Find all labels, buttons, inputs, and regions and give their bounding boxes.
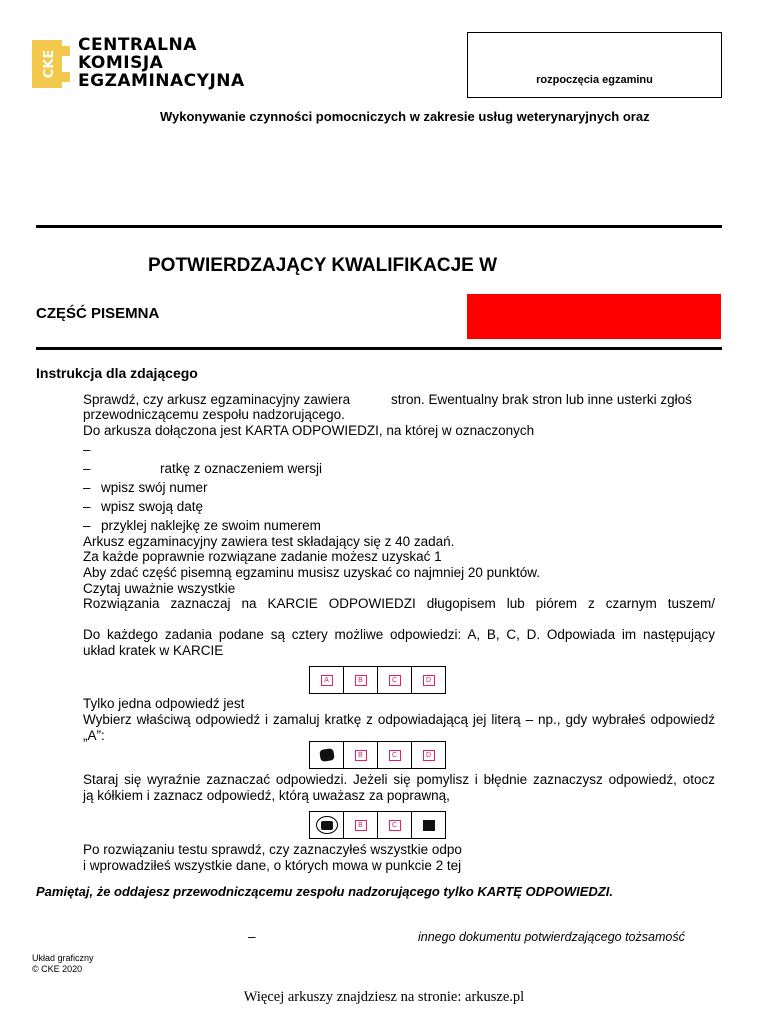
instr-p2: Do arkusza dołączona jest KARTA ODPOWIEDZI, na której w oznaczonych — [83, 423, 535, 438]
layout-label: Układ graficzny — [32, 953, 94, 963]
code-box-label: rozpoczęcia egzaminu — [536, 74, 653, 86]
logo-line-3: EGZAMINACYJNA — [78, 71, 245, 91]
answer-box-b: B — [355, 820, 367, 831]
dash-item-5: przyklej naklejkę ze swoim numerem — [101, 518, 321, 533]
instr-p1-line2: przewodniczącemu zespołu nadzorującego. — [83, 407, 345, 422]
middle-divider — [36, 347, 722, 350]
answer-grid-empty — [309, 666, 446, 694]
cke-logo-text — [78, 36, 245, 90]
instr-p11-line2: ją kółkiem i zaznacz odpowiedź, którą uważasz za poprawną, — [83, 788, 450, 803]
grid2-cell-c — [378, 742, 412, 768]
main-title: POTWIERDZAJĄCY KWALIFIKACJE W — [148, 255, 498, 276]
instr-p11-line1: Staraj się wyraźnie zaznaczać odpowiedzi. Jeżeli się pomylisz i błędnie zaznaczysz odpowiedź, otocz — [83, 772, 715, 787]
instr-p8-line2: układ kratek w KARCIE — [83, 643, 224, 658]
answer-box-c: C — [389, 675, 401, 686]
instr-p1-b: stron. Ewentualny brak stron lub inne usterki zgłoś — [391, 392, 692, 407]
answer-box-c: C — [389, 750, 401, 761]
instr-p8-line1: Do każdego zadania podane są cztery możliwe odpowiedzi: A, B, C, D. Odpowiada im następujący — [83, 627, 715, 642]
instr-p9: Tylko jedna odpowiedź jest — [83, 696, 245, 711]
dash-2: – — [83, 461, 91, 476]
instr-p3: Arkusz egzaminacyjny zawiera test składający się z 40 zadań. — [83, 534, 455, 549]
answer-box-c: C — [389, 820, 401, 831]
subject-line: Wykonywanie czynności pomocniczych w zakresie usług weterynaryjnych oraz — [160, 109, 650, 124]
dash-5: – — [83, 518, 91, 533]
dash-item-2: ratkę z oznaczeniem wersji — [160, 461, 323, 476]
reminder-note: Pamiętaj, że oddajesz przewodniczącemu zespołu nadzorującego tylko KARTĘ ODPOWIEDZI. — [36, 884, 613, 899]
instr-p10-line2: „A”: — [83, 728, 105, 743]
more-sheets-link[interactable]: Więcej arkuszy znajdziesz na stronie: arkusze.pl — [243, 989, 525, 1005]
instr-p7: Rozwiązania zaznaczaj na KARCIE ODPOWIEDZI długopisem lub piórem z czarnym tuszem/ — [83, 596, 715, 611]
answer-box-a: A — [321, 675, 333, 686]
grid2-cell-b — [344, 742, 378, 768]
answer-box-b: B — [355, 750, 367, 761]
copyright: © CKE 2020 — [32, 964, 83, 974]
answer-box-d: D — [423, 675, 435, 686]
grid3-cell-b — [344, 812, 378, 838]
instr-p1-a: Sprawdź, czy arkusz egzaminacyjny zawiera — [83, 392, 351, 407]
id-document-note: innego dokumentu potwierdzającego tożsamość — [418, 930, 685, 944]
instr-p12-line1: Po rozwiązaniu testu sprawdź, czy zaznaczyłeś wszystkie odpo — [83, 842, 462, 857]
filled-mark-a — [319, 748, 335, 762]
grid1-cell-c — [378, 667, 412, 693]
instr-p4: Za każde poprawnie rozwiązane zadanie możesz uzyskać 1 — [83, 549, 442, 564]
dash-3: – — [83, 480, 91, 495]
dash-4: – — [83, 499, 91, 514]
circled-mark-a — [316, 816, 338, 834]
dash-item-3: wpisz swój numer — [101, 480, 208, 495]
instr-p5: Aby zdać część pisemną egzaminu musisz uzyskać co najmniej 20 punktów. — [83, 565, 540, 580]
grid3-cell-d — [412, 812, 445, 838]
part-title: CZĘŚĆ PISEMNA — [36, 305, 160, 322]
logo-mark-text: CKE — [42, 49, 57, 79]
logo-line-1: CENTRALNA — [78, 35, 197, 55]
grid2-cell-a — [310, 742, 344, 768]
grid1-cell-a — [310, 667, 344, 693]
red-block — [467, 294, 721, 339]
filled-mark-d — [423, 820, 435, 831]
answer-box-d: D — [423, 750, 435, 761]
dash-1: – — [83, 442, 91, 457]
grid3-cell-a — [310, 812, 344, 838]
cke-logo-mark — [32, 40, 70, 88]
logo-line-2: KOMISJA — [78, 53, 164, 73]
dash-item-4: wpisz swoją datę — [101, 499, 204, 514]
top-divider — [36, 225, 722, 228]
answer-grid-filled-a — [309, 741, 446, 769]
answer-grid-corrected — [309, 811, 446, 839]
instructions-heading: Instrukcja dla zdającego — [36, 365, 198, 381]
grid3-cell-c — [378, 812, 412, 838]
grid1-cell-d — [412, 667, 445, 693]
grid2-cell-d — [412, 742, 445, 768]
grid1-cell-b — [344, 667, 378, 693]
answer-box-b: B — [355, 675, 367, 686]
instr-p10-line1: Wybierz właściwą odpowiedź i zamaluj kratkę z odpowiadającą jej literą – np., gdy wybrałeś odpowiedź — [83, 712, 715, 727]
footer-dash: – — [248, 929, 256, 944]
instr-p6: Czytaj uważnie wszystkie — [83, 581, 236, 596]
exam-code-box — [467, 32, 722, 98]
instr-p12-line2: i wprowadziłeś wszystkie dane, o których mowa w punkcie 2 tej — [83, 858, 462, 873]
